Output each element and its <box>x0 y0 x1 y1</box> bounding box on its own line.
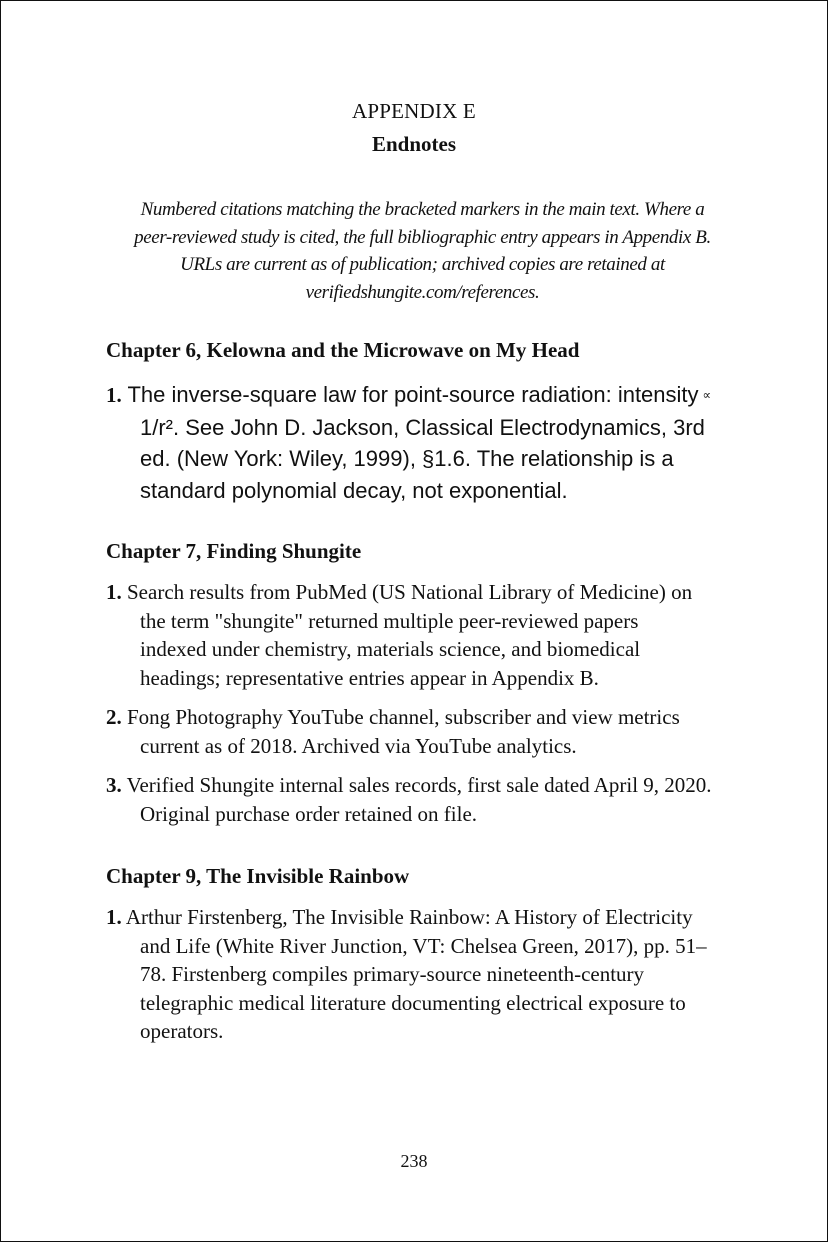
chapter-6-note-1 <box>106 379 711 506</box>
appendix-label: APPENDIX E <box>352 99 476 123</box>
note-line <box>106 771 712 800</box>
note-text: Fong Photography YouTube channel, subscriber and view metrics <box>127 705 680 729</box>
chapter-7-note-1 <box>106 578 692 692</box>
page-title: Endnotes <box>371 132 457 156</box>
chapter-9-heading: Chapter 9, The Invisible Rainbow <box>106 864 410 888</box>
note-line <box>106 578 692 607</box>
intro-line: Numbered citations matching the bracketed markers in the main text. Where a <box>140 199 705 220</box>
note-number: 2. <box>106 705 122 729</box>
note-number: 1. <box>106 383 122 407</box>
note-line: ed. (New York: Wiley, 1999), §1.6. The relationship is a <box>140 446 674 472</box>
note-line: Original purchase order retained on file. <box>140 801 478 826</box>
intro-line: verifiedshungite.com/references. <box>305 281 540 303</box>
note-text: Arthur Firstenberg, The Invisible Rainbow: A History of Electricity <box>125 905 693 929</box>
note-line: operators. <box>140 1019 224 1044</box>
note-number: 1. <box>106 905 122 929</box>
intro-line: URLs are current as of publication; archived copies are retained at <box>180 254 665 275</box>
chapter-7-note-2 <box>106 703 680 760</box>
note-line: 1/r². See John D. Jackson, Classical Electrodynamics, 3rd <box>140 414 705 440</box>
note-line <box>106 903 707 932</box>
note-line: headings; representative entries appear in Appendix B. <box>140 665 599 690</box>
chapter-9-note-1 <box>106 903 707 1046</box>
note-line: standard polynomial decay, not exponential. <box>140 477 568 503</box>
note-text: Search results from PubMed (US National Library of Medicine) on <box>127 580 693 604</box>
note-line: telegraphic medical literature documenting electrical exposure to <box>140 990 686 1015</box>
note-line: and Life (White River Junction, VT: Chelsea Green, 2017), pp. 51– <box>140 933 707 958</box>
note-line <box>106 703 680 732</box>
note-line: the term "shungite" returned multiple peer-reviewed papers <box>140 608 639 633</box>
note-text: The inverse-square law for point-source radiation: intensity <box>127 382 699 407</box>
intro-line: peer-reviewed study is cited, the full bibliographic entry appears in Appendix B. <box>134 226 711 248</box>
note-number: 3. <box>106 773 122 797</box>
note-line <box>106 379 711 412</box>
page-number: 238 <box>400 1151 428 1171</box>
note-text: Verified Shungite internal sales records, first sale dated April 9, 2020. <box>126 773 712 797</box>
note-line: 78. Firstenberg compiles primary-source nineteenth-century <box>140 962 645 987</box>
note-line: current as of 2018. Archived via YouTube analytics. <box>140 733 577 758</box>
proportional-symbol: ∝ <box>702 388 712 403</box>
chapter-7-note-3 <box>106 771 712 828</box>
chapter-7-heading: Chapter 7, Finding Shungite <box>106 539 362 563</box>
note-line: indexed under chemistry, materials science, and biomedical <box>140 637 641 662</box>
note-number: 1. <box>106 580 122 604</box>
chapter-6-heading: Chapter 6, Kelowna and the Microwave on My Head <box>106 338 580 362</box>
intro-paragraph <box>113 196 732 306</box>
